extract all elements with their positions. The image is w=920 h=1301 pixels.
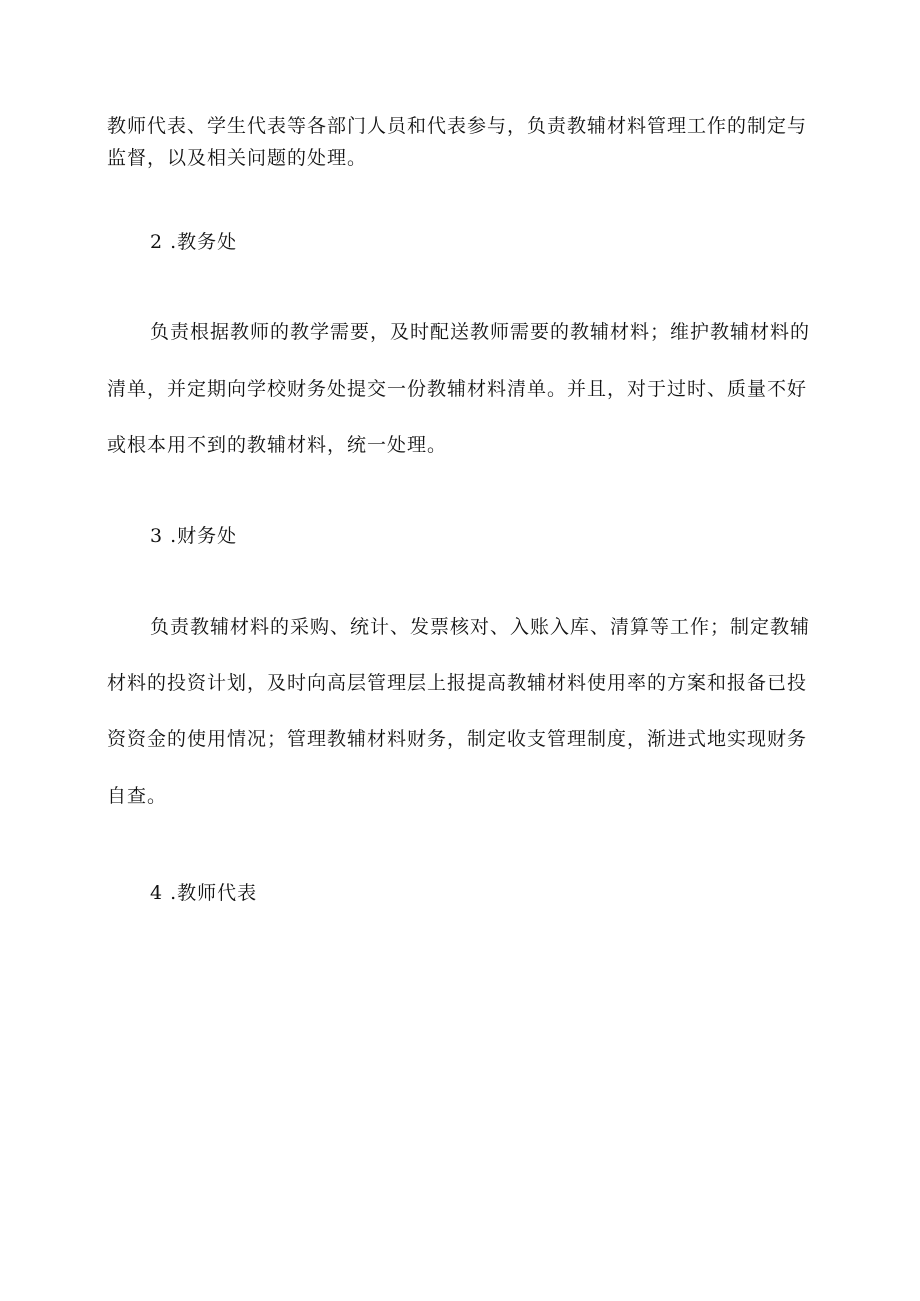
intro-paragraph-line-1: 教师代表、学生代表等各部门人员和代表参与，负责教辅材料管理工作的制定与 [107, 115, 808, 137]
section-2-heading: 2 .教务处 [150, 231, 238, 253]
section-2-paragraph-line-3: 或根本用不到的教辅材料，统一处理。 [107, 434, 448, 456]
section-2-paragraph-line-2: 清单，并定期向学校财务处提交一份教辅材料清单。并且，对于过时、质量不好 [107, 378, 808, 400]
section-3-paragraph-line-3: 资资金的使用情况；管理教辅材料财务，制定收支管理制度，渐进式地实现财务 [107, 728, 808, 750]
section-4-heading: 4 .教师代表 [150, 882, 258, 904]
section-3-paragraph-line-1: 负责教辅材料的采购、统计、发票核对、入账入库、清算等工作；制定教辅 [150, 616, 811, 638]
section-3-paragraph-line-4: 自查。 [107, 785, 168, 807]
section-2-paragraph-line-1: 负责根据教师的教学需要，及时配送教师需要的教辅材料；维护教辅材料的 [150, 321, 811, 343]
section-3-paragraph-line-2: 材料的投资计划，及时向高层管理层上报提高教辅材料使用率的方案和报备已投 [107, 672, 808, 694]
intro-paragraph-line-2: 监督，以及相关问题的处理。 [107, 147, 368, 169]
section-3-heading: 3 .财务处 [150, 525, 238, 547]
